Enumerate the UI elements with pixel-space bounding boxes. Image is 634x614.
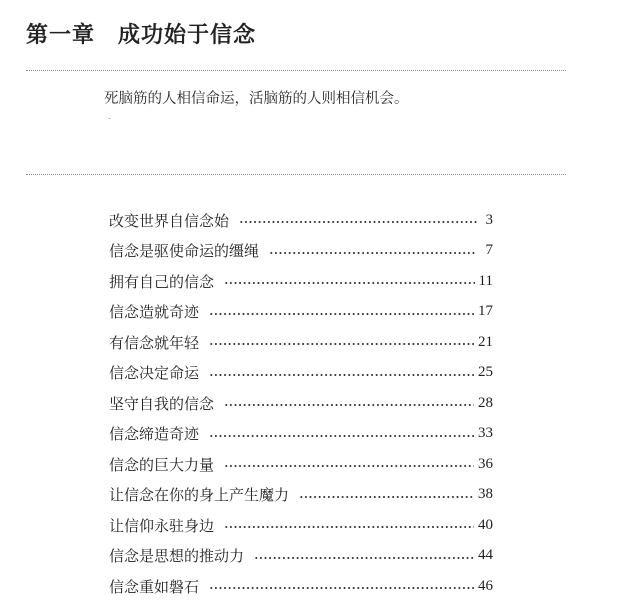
toc-item-title: 信念的巨大力量 [109, 455, 215, 474]
toc-item-title: 拥有自己的信念 [109, 272, 215, 291]
toc-item-page-number: 28 [478, 394, 493, 411]
dot-leader [224, 463, 474, 469]
toc-item-title: 信念缔造奇迹 [109, 425, 200, 444]
toc-item[interactable] [109, 236, 493, 267]
dot-leader [239, 219, 477, 225]
toc-item-title: 信念是驱使命运的缰绳 [109, 242, 260, 261]
toc-item-title: 信念决定命运 [109, 364, 200, 383]
toc-item-page-number: 36 [478, 455, 493, 472]
dot-leader [269, 250, 477, 256]
bottom-dotted-divider [26, 174, 566, 175]
toc-item[interactable] [109, 449, 493, 480]
toc-item-page-number: 7 [485, 242, 493, 259]
toc-item-title: 坚守自我的信念 [109, 394, 215, 413]
toc-item-page-number: 40 [478, 516, 493, 533]
toc-item-title: 有信念就年轻 [109, 333, 200, 352]
toc-item-title: 让信仰永驻身边 [109, 516, 215, 535]
toc-item[interactable] [109, 541, 493, 572]
toc-item-title: 改变世界自信念始 [109, 211, 230, 230]
top-dotted-divider [26, 70, 566, 71]
dot-leader [209, 585, 474, 591]
dot-leader [224, 280, 475, 286]
dot-leader [224, 402, 474, 408]
toc-item[interactable] [109, 480, 493, 511]
toc-item[interactable] [109, 571, 493, 602]
dot-leader [254, 555, 474, 561]
dot-leader [209, 372, 474, 378]
chapter-title: 第一章 成功始于信念 [26, 22, 257, 48]
toc-item-page-number: 17 [478, 303, 493, 320]
toc-item[interactable] [109, 388, 493, 419]
toc-item[interactable] [109, 205, 493, 236]
dot-leader [209, 311, 474, 317]
toc-item[interactable] [109, 327, 493, 358]
dot-leader [209, 433, 474, 439]
scan-speck [108, 118, 111, 119]
toc-item-page-number: 21 [478, 333, 493, 350]
toc-item-page-number: 25 [478, 364, 493, 381]
dot-leader [209, 341, 474, 347]
toc-item-title: 信念造就奇迹 [109, 303, 200, 322]
toc-item-page-number: 38 [478, 486, 493, 503]
toc-item-page-number: 11 [478, 272, 493, 289]
toc-item[interactable] [109, 419, 493, 450]
table-of-contents [109, 205, 493, 602]
toc-item-page-number: 3 [485, 211, 493, 228]
toc-item[interactable] [109, 297, 493, 328]
toc-item[interactable] [109, 358, 493, 389]
toc-item-title: 信念重如磐石 [109, 577, 200, 596]
toc-item-title: 让信念在你的身上产生魔力 [109, 486, 290, 505]
toc-item[interactable] [109, 510, 493, 541]
dot-leader [299, 494, 474, 500]
epigraph: 死脑筋的人相信命运，活脑筋的人则相信机会。 [104, 91, 409, 107]
dot-leader [224, 524, 474, 530]
toc-item[interactable] [109, 266, 493, 297]
toc-item-page-number: 46 [478, 577, 493, 594]
toc-item-page-number: 44 [478, 547, 493, 564]
toc-item-title: 信念是思想的推动力 [109, 547, 245, 566]
toc-item-page-number: 33 [478, 425, 493, 442]
